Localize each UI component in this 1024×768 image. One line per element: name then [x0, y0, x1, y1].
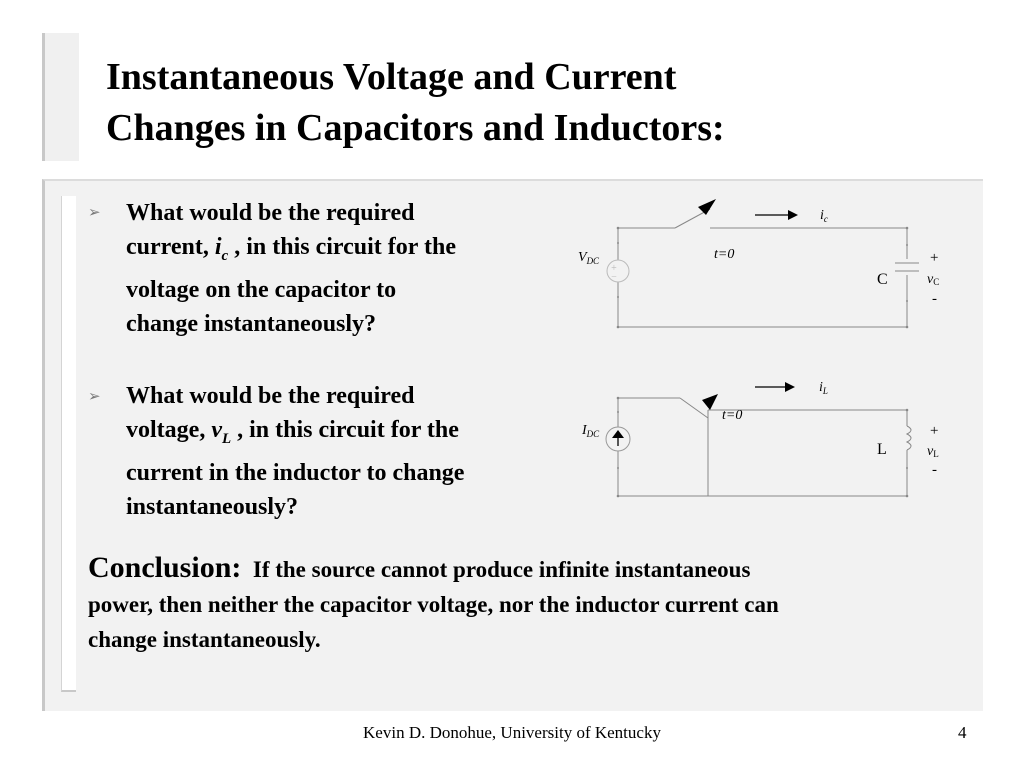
- capacitor-circuit-diagram: [570, 195, 960, 335]
- conclusion-block: [88, 550, 968, 657]
- current-label-il: $i_L$: [819, 380, 828, 396]
- title-accent-bar: [42, 33, 79, 161]
- slide-title: [106, 52, 986, 154]
- component-label-l: L: [877, 441, 887, 458]
- conclusion-line: change instantaneously.: [88, 627, 321, 652]
- component-label-c: C: [877, 271, 888, 288]
- title-line-1: Instantaneous Voltage and Current: [106, 56, 677, 98]
- switch-label: t=0: [722, 408, 743, 423]
- variable-vl: $v_L$: [211, 417, 232, 447]
- bullet-line: What would be the required: [126, 200, 415, 226]
- variable-ic: $i_c$: [214, 234, 229, 264]
- current-arrow-icon: [788, 210, 798, 220]
- inductor-circuit-diagram: [570, 372, 960, 507]
- current-label-ic: $i_c$: [820, 208, 828, 224]
- bullet-arrow-icon: ➢: [88, 389, 101, 405]
- content-accent-bar: [61, 196, 76, 692]
- conclusion-line: Conclusion: If the source cannot produce infinite instantaneous: [88, 551, 751, 584]
- current-arrow-icon: [785, 382, 795, 392]
- switch-arrow-icon: [702, 394, 718, 410]
- source-label-idc: $I_{DC}$: [582, 423, 600, 439]
- switch-label: t=0: [714, 247, 735, 262]
- voltage-label-vl: vL: [927, 444, 939, 459]
- plus-sign: +: [930, 250, 939, 266]
- current-source-arrow-icon: [612, 430, 624, 438]
- conclusion-label: Conclusion:: [88, 551, 242, 584]
- voltage-label-vc: vC: [927, 272, 940, 287]
- plus-sign: +: [930, 423, 939, 439]
- bullet-line: change instantaneously?: [126, 310, 377, 337]
- conclusion-line: power, then neither the capacitor voltage, nor the inductor current can: [88, 592, 779, 617]
- bullet-line: voltage on the capacitor to: [126, 276, 397, 303]
- bullet-inductor-question: [126, 379, 546, 524]
- switch-arrow-icon: [698, 199, 716, 215]
- bullet-line: current in the inductor to change: [126, 459, 465, 486]
- minus-sign: -: [932, 291, 937, 307]
- bullet-line: What would be the required: [126, 383, 415, 409]
- svg-text:−: −: [611, 272, 617, 283]
- page-number: 4: [958, 723, 967, 742]
- bullet-line: current, $i_c$ , in this circuit for the: [126, 234, 456, 264]
- bullet-arrow-icon: ➢: [88, 205, 101, 221]
- source-label-vdc: $V_{DC}$: [578, 250, 600, 266]
- bullet-line: voltage, $v_L$ , in this circuit for the: [126, 417, 459, 447]
- svg-text:+: +: [611, 263, 617, 274]
- title-line-2: Changes in Capacitors and Inductors:: [106, 107, 725, 149]
- footer-author: Kevin D. Donohue, University of Kentucky: [363, 723, 661, 742]
- bullet-line: instantaneously?: [126, 493, 299, 520]
- bullet-capacitor-question: [126, 196, 546, 341]
- minus-sign: -: [932, 462, 937, 478]
